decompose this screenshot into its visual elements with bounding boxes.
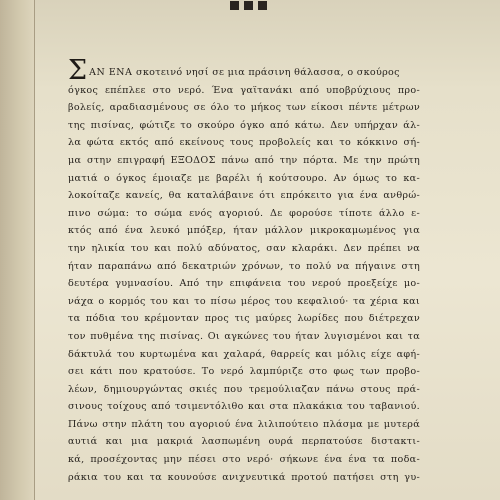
page-gutter [34, 0, 35, 500]
text-line: Πάνω στην πλάτη του αγοριού ένα λιλιπούτειο πλάσμα με μυτερά [68, 418, 420, 430]
first-line-text: σκοτεινό νησί σε μια πράσινη θάλασσα, ο σκούρος [136, 67, 400, 78]
body-text [68, 54, 420, 486]
text-line: αυτιά και μια μακριά λασπωμένη ουρά περπατούσε διστακτι- [68, 436, 420, 448]
text-line: λοκοίταζε κανείς, θα καταλάβαινε ότι επρόκειτο για ένα ανθρώ- [68, 190, 420, 202]
text-line: την ηλικία του και πολύ αδύνατος, σαν κλαράκι. Δεν πρέπει να [68, 242, 420, 254]
text-line: της πισίνας, φώτιζε το σκούρο όγκο από κάτω. Δεν υπήρχαν άλ- [68, 119, 420, 131]
ornament-square [258, 1, 267, 10]
chapter-ornament [230, 1, 267, 10]
text-line: ήταν παραπάνω από δεκατριών χρόνων, το πολύ να πήγαινε στη [68, 260, 420, 272]
text-line: δευτέρα γυμνασίου. Από την επιφάνεια του νερού προεξείχε μο- [68, 278, 420, 290]
first-line [68, 54, 420, 86]
text-line: ράκια του και τα κουνούσε ανιχνευτικά προτού πατήσει στη γυ- [68, 471, 420, 483]
text-line: τον πυθμένα της πισίνας. Οι αγκώνες του ήταν λυγισμένοι και τα [68, 330, 420, 342]
text-line: πινο σώμα: το σώμα ενός αγοριού. Δε φορούσε τίποτε άλλο ε- [68, 207, 420, 219]
first-line-smallcaps: AN ENA [89, 67, 133, 78]
ornament-square [230, 1, 239, 10]
text-line: δάκτυλά του κυρτωμένα και χαλαρά, θαρρείς και μόλις είχε αφή- [68, 348, 420, 360]
facing-page-edge [0, 0, 34, 500]
ornament-square [244, 1, 253, 10]
text-line: τα πόδια του κρέμονταν προς τις μαύρες λωρίδες που διέτρεχαν [68, 313, 420, 325]
text-line: όγκος επέπλεε στο νερό. Ένα γαϊτανάκι από υποβρύχιους προ- [68, 84, 420, 96]
text-line: κτός από ένα λευκό μπόξερ, ήταν μάλλον μικροκαμωμένος για [68, 225, 420, 237]
text-line: μα στην επιγραφή ΕΞΟΔΟΣ πάνω από την πόρτα. Με την πρώτη [68, 154, 420, 166]
text-line: σινους τοίχους από τσιμεντόλιθο και στα πλακάκια του ταβανιού. [68, 401, 420, 413]
text-line: βολείς, αραδιασμένους σε όλο το μήκος των είκοσι πέντε μέτρων [68, 102, 420, 114]
drop-cap: Σ [68, 54, 88, 86]
text-line: νάχα ο κορμός του και το πίσω μέρος του κεφαλιού· τα χέρια και [68, 295, 420, 307]
text-line: κά, προσέχοντας μην πέσει στο νερό· σήκωνε ένα ένα τα ποδα- [68, 454, 420, 466]
text-line: λέων, δημιουργώντας σκιές που τρεμούλιαζαν πάνω στους πρά- [68, 383, 420, 395]
text-line: ματιά ο όγκος έμοιαζε με βαρέλι ή κούτσουρο. Αν όμως το κα- [68, 172, 420, 184]
text-line: λα φώτα εκτός από εκείνους τους προβολείς και το κόκκινο σή- [68, 137, 420, 149]
text-line: σει κάτι που κρατούσε. Το νερό λαμπύριζε στο φως των προβο- [68, 366, 420, 378]
